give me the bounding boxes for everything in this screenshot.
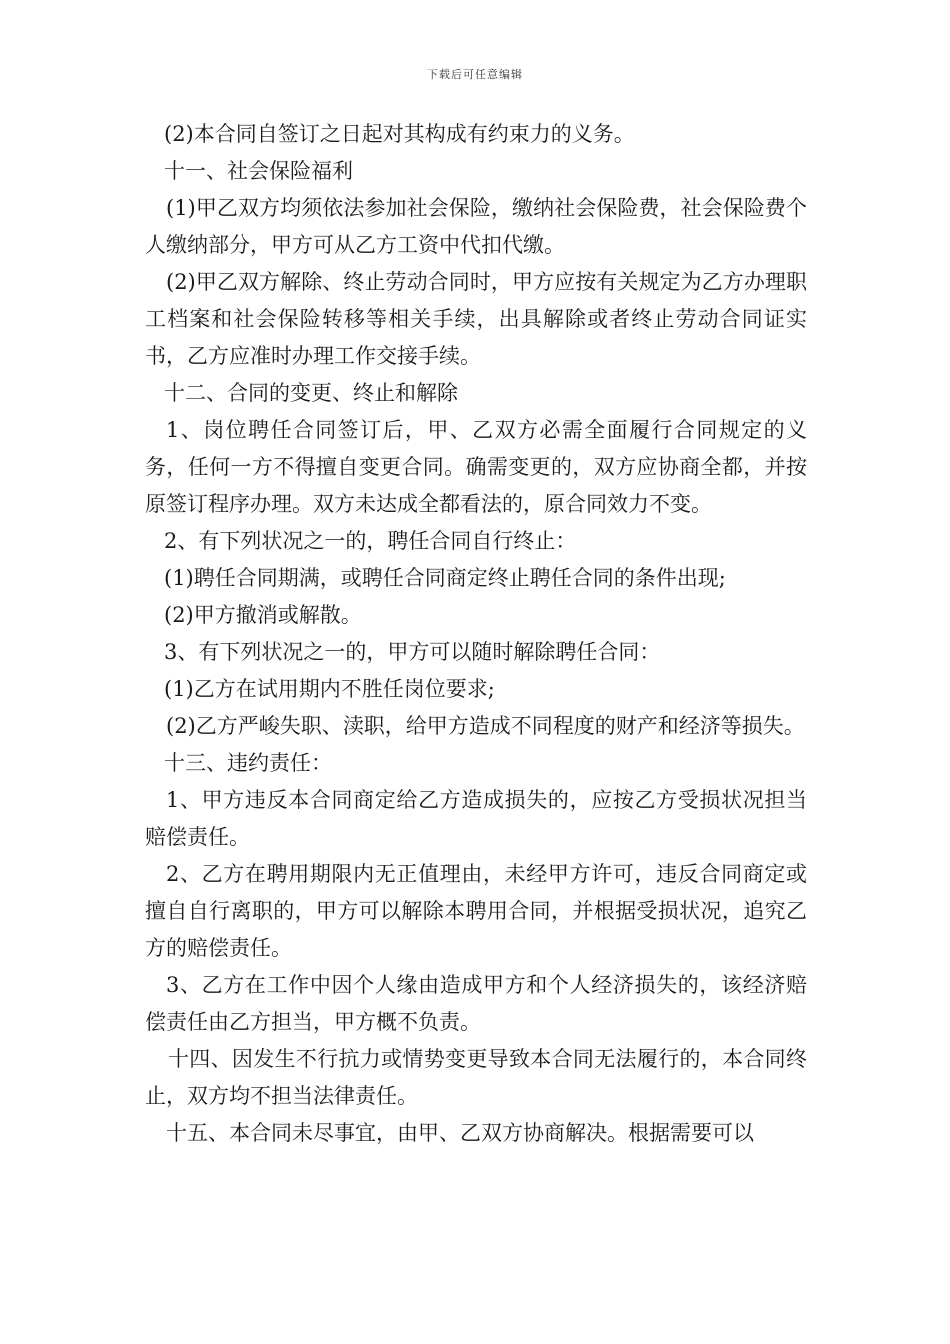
- paragraph: 1、甲方违反本合同商定给乙方造成损失的，应按乙方受损状况担当赔偿责任。: [145, 788, 807, 849]
- paragraph: (1)甲乙双方均须依法参加社会保险，缴纳社会保险费，社会保险费个人缴纳部分，甲方可从乙方工资中代扣代缴。: [145, 196, 807, 257]
- paragraph: 2、乙方在聘用期限内无正值理由，未经甲方许可，违反合同商定或擅自自行离职的，甲方可以解除本聘用合同，并根据受损状况，追究乙方的赔偿责任。: [145, 862, 807, 960]
- paragraph: (2)甲乙双方解除、终止劳动合同时，甲方应按有关规定为乙方办理职工档案和社会保险转移等相关手续，出具解除或者终止劳动合同证实书，乙方应准时办理工作交接手续。: [145, 270, 807, 368]
- paragraph: 十四、因发生不行抗力或情势变更导致本合同无法履行的，本合同终止，双方均不担当法律责任。: [145, 1047, 807, 1108]
- paragraph: (2)本合同自签订之日起对其构成有约束力的义务。: [164, 122, 635, 146]
- document-body: [145, 116, 807, 1152]
- paragraph: 3、有下列状况之一的，甲方可以随时解除聘任合同：: [164, 640, 661, 664]
- paragraph: (2)乙方严峻失职、渎职，给甲方造成不同程度的财产和经济等损失。: [166, 714, 805, 738]
- page-header: 下载后可任意编辑: [427, 68, 523, 81]
- paragraph: 十五、本合同未尽事宜，由甲、乙双方协商解决。根据需要可以: [166, 1121, 754, 1145]
- paragraph: 2、有下列状况之一的，聘任合同自行终止：: [164, 529, 577, 553]
- section-heading: 十三、违约责任：: [164, 751, 332, 775]
- paragraph: (1)聘任合同期满，或聘任合同商定终止聘任合同的条件出现;: [164, 566, 726, 590]
- paragraph: (1)乙方在试用期内不胜任岗位要求;: [164, 677, 495, 701]
- section-heading: 十一、社会保险福利: [164, 159, 353, 183]
- section-heading: 十二、合同的变更、终止和解除: [164, 381, 458, 405]
- paragraph: 1、岗位聘任合同签订后，甲、乙双方必需全面履行合同规定的义务，任何一方不得擅自变更合同。确需变更的，双方应协商全都，并按原签订程序办理。双方未达成全都看法的，原合同效力不变。: [145, 418, 807, 516]
- paragraph: (2)甲方撤消或解散。: [164, 603, 362, 627]
- paragraph: 3、乙方在工作中因个人缘由造成甲方和个人经济损失的，该经济赔偿责任由乙方担当，甲方概不负责。: [145, 973, 807, 1034]
